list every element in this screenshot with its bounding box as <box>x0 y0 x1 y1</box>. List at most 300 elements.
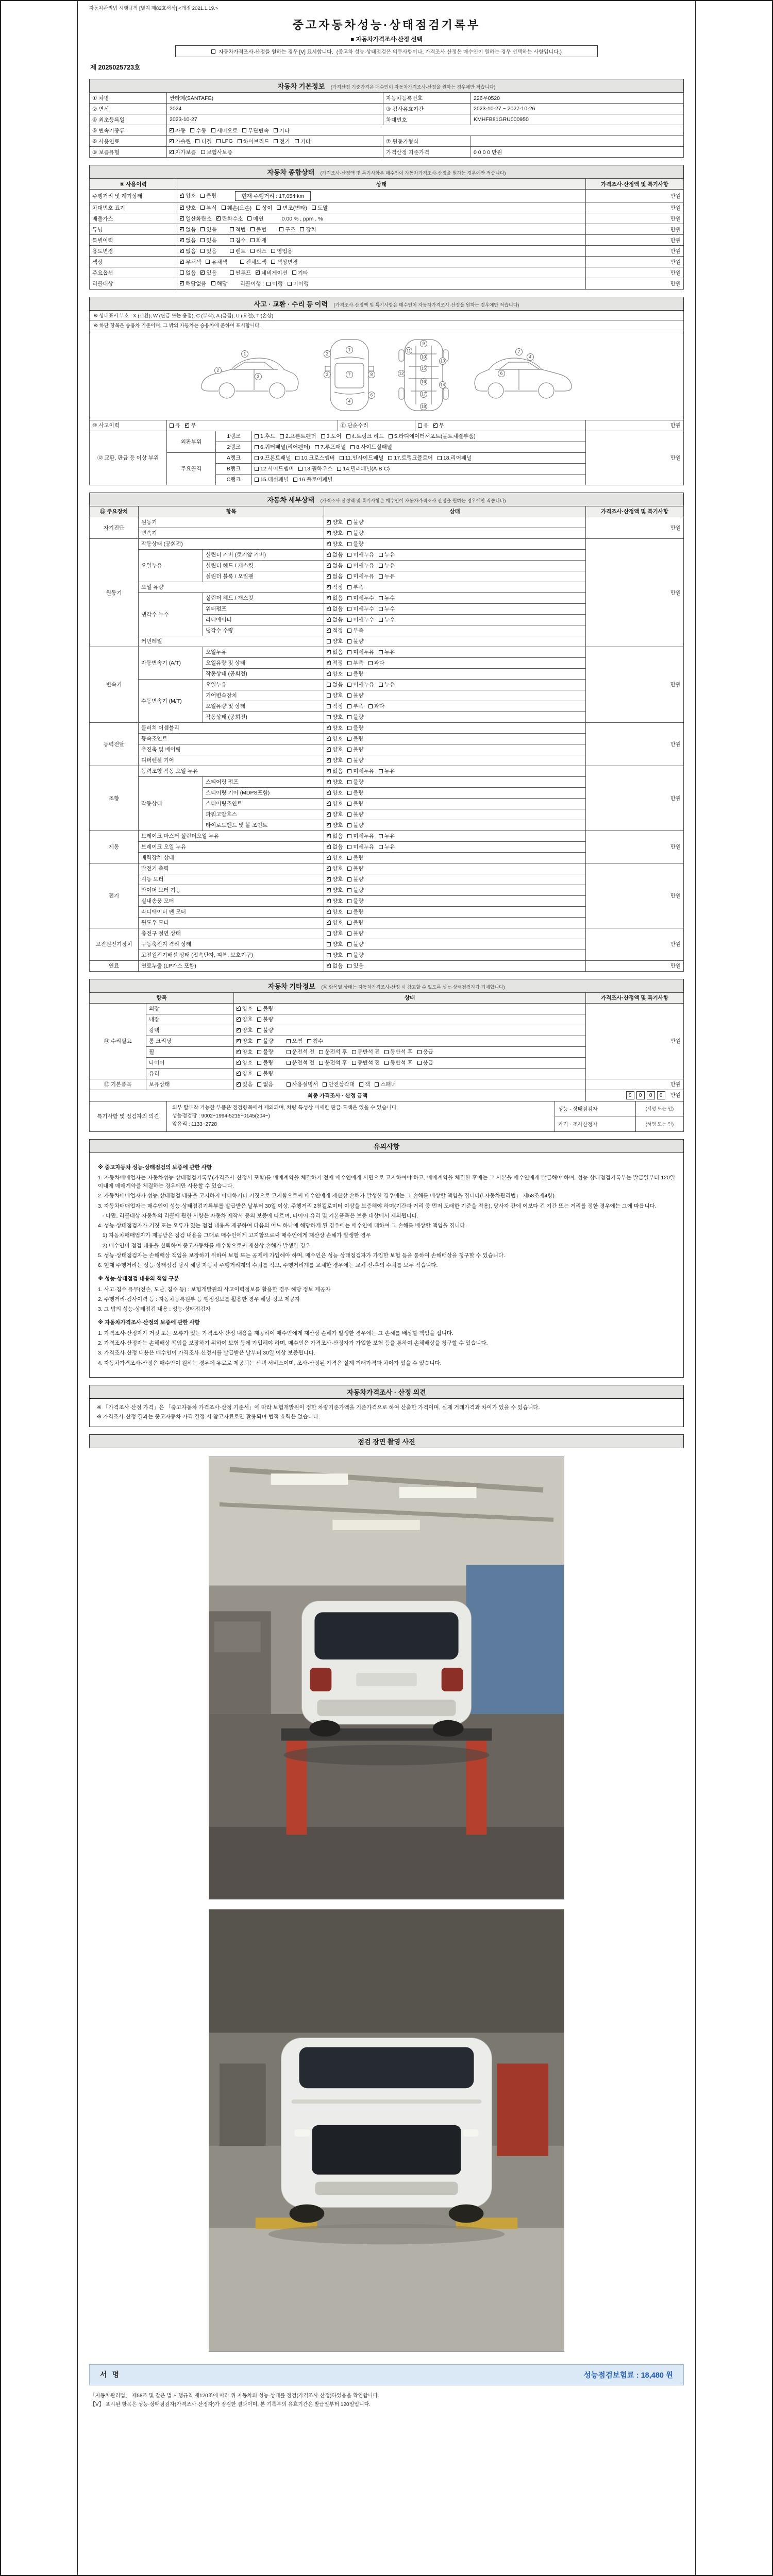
checkbox[interactable] <box>287 1039 291 1043</box>
checkbox[interactable] <box>222 206 226 210</box>
checkbox[interactable] <box>433 423 438 428</box>
checkbox[interactable] <box>347 748 351 752</box>
checkbox[interactable] <box>240 260 244 264</box>
checkbox-option[interactable] <box>295 454 334 462</box>
checkbox[interactable] <box>388 456 392 460</box>
price-survey-checkbox[interactable] <box>211 49 215 54</box>
checkbox[interactable] <box>200 238 205 242</box>
checkbox[interactable] <box>327 964 331 968</box>
checkbox[interactable] <box>300 227 304 231</box>
checkbox[interactable] <box>327 899 331 903</box>
checkbox[interactable] <box>347 726 351 730</box>
checkbox[interactable] <box>327 650 331 654</box>
checkbox[interactable] <box>379 564 383 568</box>
checkbox[interactable] <box>327 737 331 741</box>
checkbox[interactable] <box>347 650 351 654</box>
checkbox[interactable] <box>271 260 275 264</box>
checkbox-option[interactable] <box>170 148 196 156</box>
checkbox[interactable] <box>347 845 351 849</box>
checkbox-option[interactable] <box>347 583 363 591</box>
checkbox[interactable] <box>347 672 351 676</box>
checkbox[interactable] <box>230 238 234 242</box>
checkbox[interactable] <box>237 1018 241 1022</box>
checkbox-option[interactable] <box>347 897 363 905</box>
checkbox[interactable] <box>359 1082 363 1087</box>
checkbox[interactable] <box>347 899 351 903</box>
checkbox[interactable] <box>327 845 331 849</box>
checkbox[interactable] <box>379 596 383 600</box>
checkbox-option[interactable] <box>288 280 309 287</box>
checkbox[interactable] <box>327 585 331 589</box>
checkbox-option[interactable] <box>347 854 363 861</box>
checkbox[interactable] <box>384 1050 389 1054</box>
checkbox-option[interactable] <box>327 583 343 591</box>
checkbox-option[interactable] <box>327 572 343 580</box>
checkbox-option[interactable] <box>347 810 363 818</box>
checkbox[interactable] <box>327 921 331 925</box>
checkbox[interactable] <box>255 467 259 471</box>
checkbox-option[interactable] <box>200 204 216 212</box>
checkbox-option[interactable] <box>257 1005 273 1012</box>
checkbox[interactable] <box>379 845 383 849</box>
checkbox-option[interactable] <box>327 605 343 613</box>
checkbox[interactable] <box>288 282 292 286</box>
checkbox-option[interactable] <box>347 648 374 656</box>
checkbox-option[interactable] <box>295 138 311 145</box>
checkbox-option[interactable] <box>230 269 251 277</box>
checkbox[interactable] <box>180 270 184 275</box>
checkbox[interactable] <box>418 423 422 428</box>
checkbox-option[interactable] <box>180 258 201 266</box>
checkbox[interactable] <box>327 867 331 871</box>
checkbox[interactable] <box>347 888 351 892</box>
checkbox-option[interactable] <box>279 226 295 233</box>
checkbox-option[interactable] <box>180 247 196 255</box>
signature-area[interactable]: (서명 또는 인) <box>645 1121 674 1127</box>
checkbox[interactable] <box>255 456 259 460</box>
checkbox-option[interactable] <box>293 476 332 483</box>
checkbox[interactable] <box>347 791 351 795</box>
checkbox[interactable] <box>180 227 184 231</box>
checkbox[interactable] <box>347 531 351 535</box>
checkbox-option[interactable] <box>319 1048 347 1056</box>
checkbox[interactable] <box>170 150 174 154</box>
checkbox[interactable] <box>327 812 331 817</box>
checkbox-option[interactable] <box>180 192 196 199</box>
checkbox-option[interactable] <box>274 138 290 145</box>
checkbox-option[interactable] <box>298 465 332 472</box>
checkbox[interactable] <box>327 693 331 698</box>
checkbox[interactable] <box>237 1082 241 1087</box>
checkbox-option[interactable] <box>240 258 267 266</box>
checkbox-option[interactable] <box>327 940 343 948</box>
checkbox-option[interactable] <box>256 269 288 277</box>
checkbox-option[interactable] <box>180 204 196 212</box>
checkbox-option[interactable] <box>180 236 196 244</box>
checkbox[interactable] <box>180 206 184 210</box>
checkbox-option[interactable] <box>327 821 343 829</box>
checkbox[interactable] <box>274 139 278 143</box>
checkbox-option[interactable] <box>250 247 266 255</box>
checkbox[interactable] <box>237 1039 241 1043</box>
checkbox[interactable] <box>200 270 205 275</box>
checkbox[interactable] <box>180 238 184 242</box>
checkbox-option[interactable] <box>379 605 395 613</box>
checkbox[interactable] <box>347 564 351 568</box>
checkbox-option[interactable] <box>327 659 343 667</box>
checkbox[interactable] <box>327 683 331 687</box>
checkbox[interactable] <box>379 650 383 654</box>
checkbox-option[interactable] <box>200 236 216 244</box>
checkbox[interactable] <box>368 661 373 665</box>
checkbox[interactable] <box>379 683 383 687</box>
checkbox-option[interactable] <box>379 767 395 775</box>
checkbox-option[interactable] <box>230 226 246 233</box>
checkbox-option[interactable] <box>327 951 343 959</box>
checkbox-option[interactable] <box>384 1048 413 1056</box>
checkbox-option[interactable] <box>347 800 363 807</box>
checkbox-option[interactable] <box>211 127 238 134</box>
checkbox-option[interactable] <box>201 148 233 156</box>
checkbox-option[interactable] <box>280 432 316 440</box>
checkbox[interactable] <box>347 942 351 946</box>
checkbox-option[interactable] <box>347 778 363 786</box>
checkbox[interactable] <box>347 596 351 600</box>
checkbox-option[interactable] <box>230 247 246 255</box>
checkbox[interactable] <box>327 715 331 719</box>
checkbox-option[interactable] <box>200 226 216 233</box>
checkbox-option[interactable] <box>379 648 395 656</box>
checkbox-option[interactable] <box>347 529 363 537</box>
checkbox-option[interactable] <box>352 1059 380 1066</box>
checkbox[interactable] <box>327 834 331 838</box>
checkbox[interactable] <box>195 139 199 143</box>
checkbox-option[interactable] <box>230 236 246 244</box>
checkbox[interactable] <box>242 128 246 132</box>
checkbox-option[interactable] <box>347 681 374 688</box>
checkbox[interactable] <box>230 270 234 275</box>
checkbox[interactable] <box>347 629 351 633</box>
checkbox[interactable] <box>347 780 351 784</box>
checkbox-option[interactable] <box>237 1026 253 1034</box>
checkbox-option[interactable] <box>327 648 343 656</box>
checkbox-option[interactable] <box>287 1059 315 1066</box>
checkbox-option[interactable] <box>327 616 343 623</box>
checkbox[interactable] <box>327 791 331 795</box>
checkbox-option[interactable] <box>195 138 211 145</box>
checkbox-option[interactable] <box>347 637 363 645</box>
checkbox[interactable] <box>237 1007 241 1011</box>
checkbox[interactable] <box>347 867 351 871</box>
checkbox-option[interactable] <box>388 454 432 462</box>
checkbox[interactable] <box>271 249 275 253</box>
checkbox-option[interactable] <box>323 1080 355 1088</box>
checkbox[interactable] <box>347 737 351 741</box>
checkbox[interactable] <box>347 877 351 882</box>
checkbox[interactable] <box>211 281 215 285</box>
checkbox[interactable] <box>347 704 351 708</box>
checkbox-option[interactable] <box>347 940 363 948</box>
checkbox[interactable] <box>323 1082 327 1087</box>
checkbox[interactable] <box>180 281 184 285</box>
checkbox-option[interactable] <box>352 1048 380 1056</box>
checkbox-option[interactable] <box>347 919 363 926</box>
checkbox-option[interactable] <box>327 767 343 775</box>
checkbox[interactable] <box>277 206 281 210</box>
checkbox-option[interactable] <box>347 713 363 721</box>
checkbox-option[interactable] <box>327 843 343 851</box>
checkbox-option[interactable] <box>379 551 395 558</box>
checkbox[interactable] <box>327 639 331 643</box>
checkbox-option[interactable] <box>327 865 343 872</box>
checkbox-option[interactable] <box>347 562 374 569</box>
checkbox-option[interactable] <box>327 745 343 753</box>
checkbox-option[interactable] <box>347 551 374 558</box>
checkbox-option[interactable] <box>255 476 289 483</box>
checkbox-option[interactable] <box>257 1048 273 1056</box>
checkbox-option[interactable] <box>237 1070 253 1077</box>
checkbox-option[interactable] <box>200 269 216 277</box>
checkbox[interactable] <box>230 249 234 253</box>
signature-area[interactable]: (서명 또는 인) <box>645 1106 674 1112</box>
checkbox[interactable] <box>352 1050 356 1054</box>
checkbox-option[interactable] <box>347 951 363 959</box>
checkbox[interactable] <box>180 194 184 198</box>
checkbox-option[interactable] <box>347 843 374 851</box>
checkbox-option[interactable] <box>340 454 384 462</box>
checkbox-option[interactable] <box>242 127 269 134</box>
checkbox[interactable] <box>347 574 351 579</box>
checkbox[interactable] <box>211 128 215 132</box>
checkbox[interactable] <box>257 1028 261 1032</box>
checkbox-option[interactable] <box>379 832 395 840</box>
checkbox[interactable] <box>347 683 351 687</box>
checkbox[interactable] <box>237 1050 241 1054</box>
checkbox-option[interactable] <box>347 691 363 699</box>
checkbox[interactable] <box>327 553 331 557</box>
checkbox[interactable] <box>327 748 331 752</box>
checkbox[interactable] <box>379 769 383 773</box>
checkbox[interactable] <box>170 139 174 143</box>
checkbox[interactable] <box>347 921 351 925</box>
checkbox-option[interactable] <box>347 724 363 732</box>
checkbox-option[interactable] <box>327 702 343 710</box>
checkbox-option[interactable] <box>300 226 316 233</box>
checkbox-option[interactable] <box>384 1059 413 1066</box>
checkbox[interactable] <box>327 618 331 622</box>
checkbox-option[interactable] <box>327 919 343 926</box>
checkbox-option[interactable] <box>170 421 180 429</box>
checkbox[interactable] <box>389 434 393 438</box>
checkbox[interactable] <box>350 445 355 449</box>
checkbox-option[interactable] <box>274 127 290 134</box>
checkbox-option[interactable] <box>222 204 252 212</box>
checkbox[interactable] <box>379 834 383 838</box>
checkbox[interactable] <box>352 1061 356 1065</box>
checkbox[interactable] <box>327 953 331 957</box>
checkbox-option[interactable] <box>327 735 343 742</box>
checkbox-option[interactable] <box>255 432 275 440</box>
checkbox[interactable] <box>417 1050 422 1054</box>
checkbox-option[interactable] <box>327 626 343 634</box>
checkbox[interactable] <box>266 282 271 286</box>
checkbox-option[interactable] <box>433 421 444 429</box>
checkbox-option[interactable] <box>389 432 476 440</box>
checkbox[interactable] <box>257 1072 261 1076</box>
checkbox-option[interactable] <box>327 724 343 732</box>
checkbox-option[interactable] <box>347 789 363 796</box>
checkbox-option[interactable] <box>379 843 395 851</box>
checkbox[interactable] <box>327 704 331 708</box>
checkbox-option[interactable] <box>180 280 207 287</box>
checkbox-option[interactable] <box>190 127 206 134</box>
checkbox-option[interactable] <box>347 702 363 710</box>
checkbox[interactable] <box>257 1061 261 1065</box>
checkbox-option[interactable] <box>170 127 186 134</box>
checkbox[interactable] <box>327 726 331 730</box>
checkbox-option[interactable] <box>216 215 243 223</box>
checkbox[interactable] <box>287 1061 291 1065</box>
checkbox[interactable] <box>319 1061 323 1065</box>
checkbox-option[interactable] <box>257 1080 273 1088</box>
checkbox[interactable] <box>347 964 351 968</box>
checkbox[interactable] <box>206 260 210 264</box>
checkbox[interactable] <box>327 823 331 827</box>
checkbox[interactable] <box>256 270 260 275</box>
checkbox-option[interactable] <box>368 659 384 667</box>
checkbox-option[interactable] <box>180 226 196 233</box>
checkbox-option[interactable] <box>238 138 270 145</box>
checkbox-option[interactable] <box>255 454 291 462</box>
checkbox[interactable] <box>379 574 383 579</box>
checkbox-option[interactable] <box>237 1037 253 1045</box>
checkbox[interactable] <box>347 802 351 806</box>
checkbox-option[interactable] <box>417 1059 433 1066</box>
checkbox-option[interactable] <box>347 670 363 677</box>
checkbox-option[interactable] <box>257 1015 273 1023</box>
checkbox[interactable] <box>201 150 205 154</box>
checkbox-option[interactable] <box>347 832 374 840</box>
checkbox-option[interactable] <box>327 562 343 569</box>
checkbox-option[interactable] <box>327 832 343 840</box>
checkbox-option[interactable] <box>266 280 282 287</box>
checkbox[interactable] <box>237 1072 241 1076</box>
checkbox[interactable] <box>327 629 331 633</box>
checkbox-option[interactable] <box>327 551 343 558</box>
checkbox[interactable] <box>292 270 296 275</box>
checkbox[interactable] <box>337 467 341 471</box>
checkbox-option[interactable] <box>170 138 191 145</box>
checkbox-option[interactable] <box>347 518 363 526</box>
checkbox[interactable] <box>180 216 184 221</box>
checkbox[interactable] <box>170 423 174 428</box>
checkbox-option[interactable] <box>327 713 343 721</box>
checkbox-option[interactable] <box>327 518 343 526</box>
checkbox[interactable] <box>347 953 351 957</box>
checkbox-option[interactable] <box>347 626 363 634</box>
checkbox-option[interactable] <box>321 432 342 440</box>
checkbox[interactable] <box>327 931 331 936</box>
checkbox-option[interactable] <box>347 594 374 602</box>
checkbox-option[interactable] <box>327 540 343 548</box>
checkbox-option[interactable] <box>327 875 343 883</box>
checkbox-option[interactable] <box>327 691 343 699</box>
checkbox[interactable] <box>347 834 351 838</box>
checkbox[interactable] <box>190 128 194 132</box>
checkbox-option[interactable] <box>438 454 472 462</box>
checkbox-option[interactable] <box>347 659 363 667</box>
checkbox-option[interactable] <box>271 247 292 255</box>
checkbox-option[interactable] <box>347 962 363 970</box>
checkbox[interactable] <box>379 553 383 557</box>
checkbox-option[interactable] <box>237 1015 253 1023</box>
checkbox-option[interactable] <box>211 280 227 287</box>
checkbox[interactable] <box>327 661 331 665</box>
checkbox-option[interactable] <box>368 702 384 710</box>
checkbox[interactable] <box>327 888 331 892</box>
checkbox-option[interactable] <box>379 572 395 580</box>
checkbox-option[interactable] <box>379 594 395 602</box>
checkbox[interactable] <box>200 227 205 231</box>
checkbox-option[interactable] <box>417 1048 433 1056</box>
checkbox[interactable] <box>170 128 174 132</box>
checkbox-option[interactable] <box>327 594 343 602</box>
checkbox[interactable] <box>327 672 331 676</box>
checkbox[interactable] <box>327 758 331 762</box>
checkbox-option[interactable] <box>327 670 343 677</box>
checkbox-option[interactable] <box>327 756 343 764</box>
checkbox[interactable] <box>347 910 351 914</box>
checkbox[interactable] <box>438 456 442 460</box>
checkbox[interactable] <box>312 206 316 210</box>
checkbox[interactable] <box>250 238 255 242</box>
checkbox[interactable] <box>327 531 331 535</box>
signature-label[interactable]: 서명 <box>100 2370 125 2379</box>
checkbox-option[interactable] <box>237 1059 253 1066</box>
checkbox[interactable] <box>384 1061 389 1065</box>
checkbox-option[interactable] <box>347 572 374 580</box>
checkbox[interactable] <box>257 1007 261 1011</box>
checkbox-option[interactable] <box>185 421 196 429</box>
checkbox-option[interactable] <box>327 854 343 861</box>
checkbox[interactable] <box>180 249 184 253</box>
checkbox-option[interactable] <box>237 1005 253 1012</box>
checkbox[interactable] <box>200 249 205 253</box>
checkbox[interactable] <box>327 564 331 568</box>
checkbox[interactable] <box>327 780 331 784</box>
checkbox[interactable] <box>238 139 242 143</box>
checkbox-option[interactable] <box>255 443 310 451</box>
checkbox-option[interactable] <box>347 865 363 872</box>
checkbox-option[interactable] <box>347 616 374 623</box>
checkbox[interactable] <box>321 434 325 438</box>
checkbox-option[interactable] <box>347 929 363 937</box>
checkbox-option[interactable] <box>347 821 363 829</box>
checkbox[interactable] <box>417 1061 422 1065</box>
checkbox[interactable] <box>295 456 299 460</box>
checkbox-option[interactable] <box>327 897 343 905</box>
checkbox[interactable] <box>287 1050 291 1054</box>
checkbox-option[interactable] <box>180 215 212 223</box>
checkbox-option[interactable] <box>327 886 343 894</box>
checkbox[interactable] <box>327 856 331 860</box>
checkbox[interactable] <box>347 607 351 611</box>
checkbox[interactable] <box>185 423 189 428</box>
checkbox[interactable] <box>237 1028 241 1032</box>
checkbox[interactable] <box>255 434 259 438</box>
checkbox[interactable] <box>230 227 234 231</box>
checkbox[interactable] <box>298 467 303 471</box>
